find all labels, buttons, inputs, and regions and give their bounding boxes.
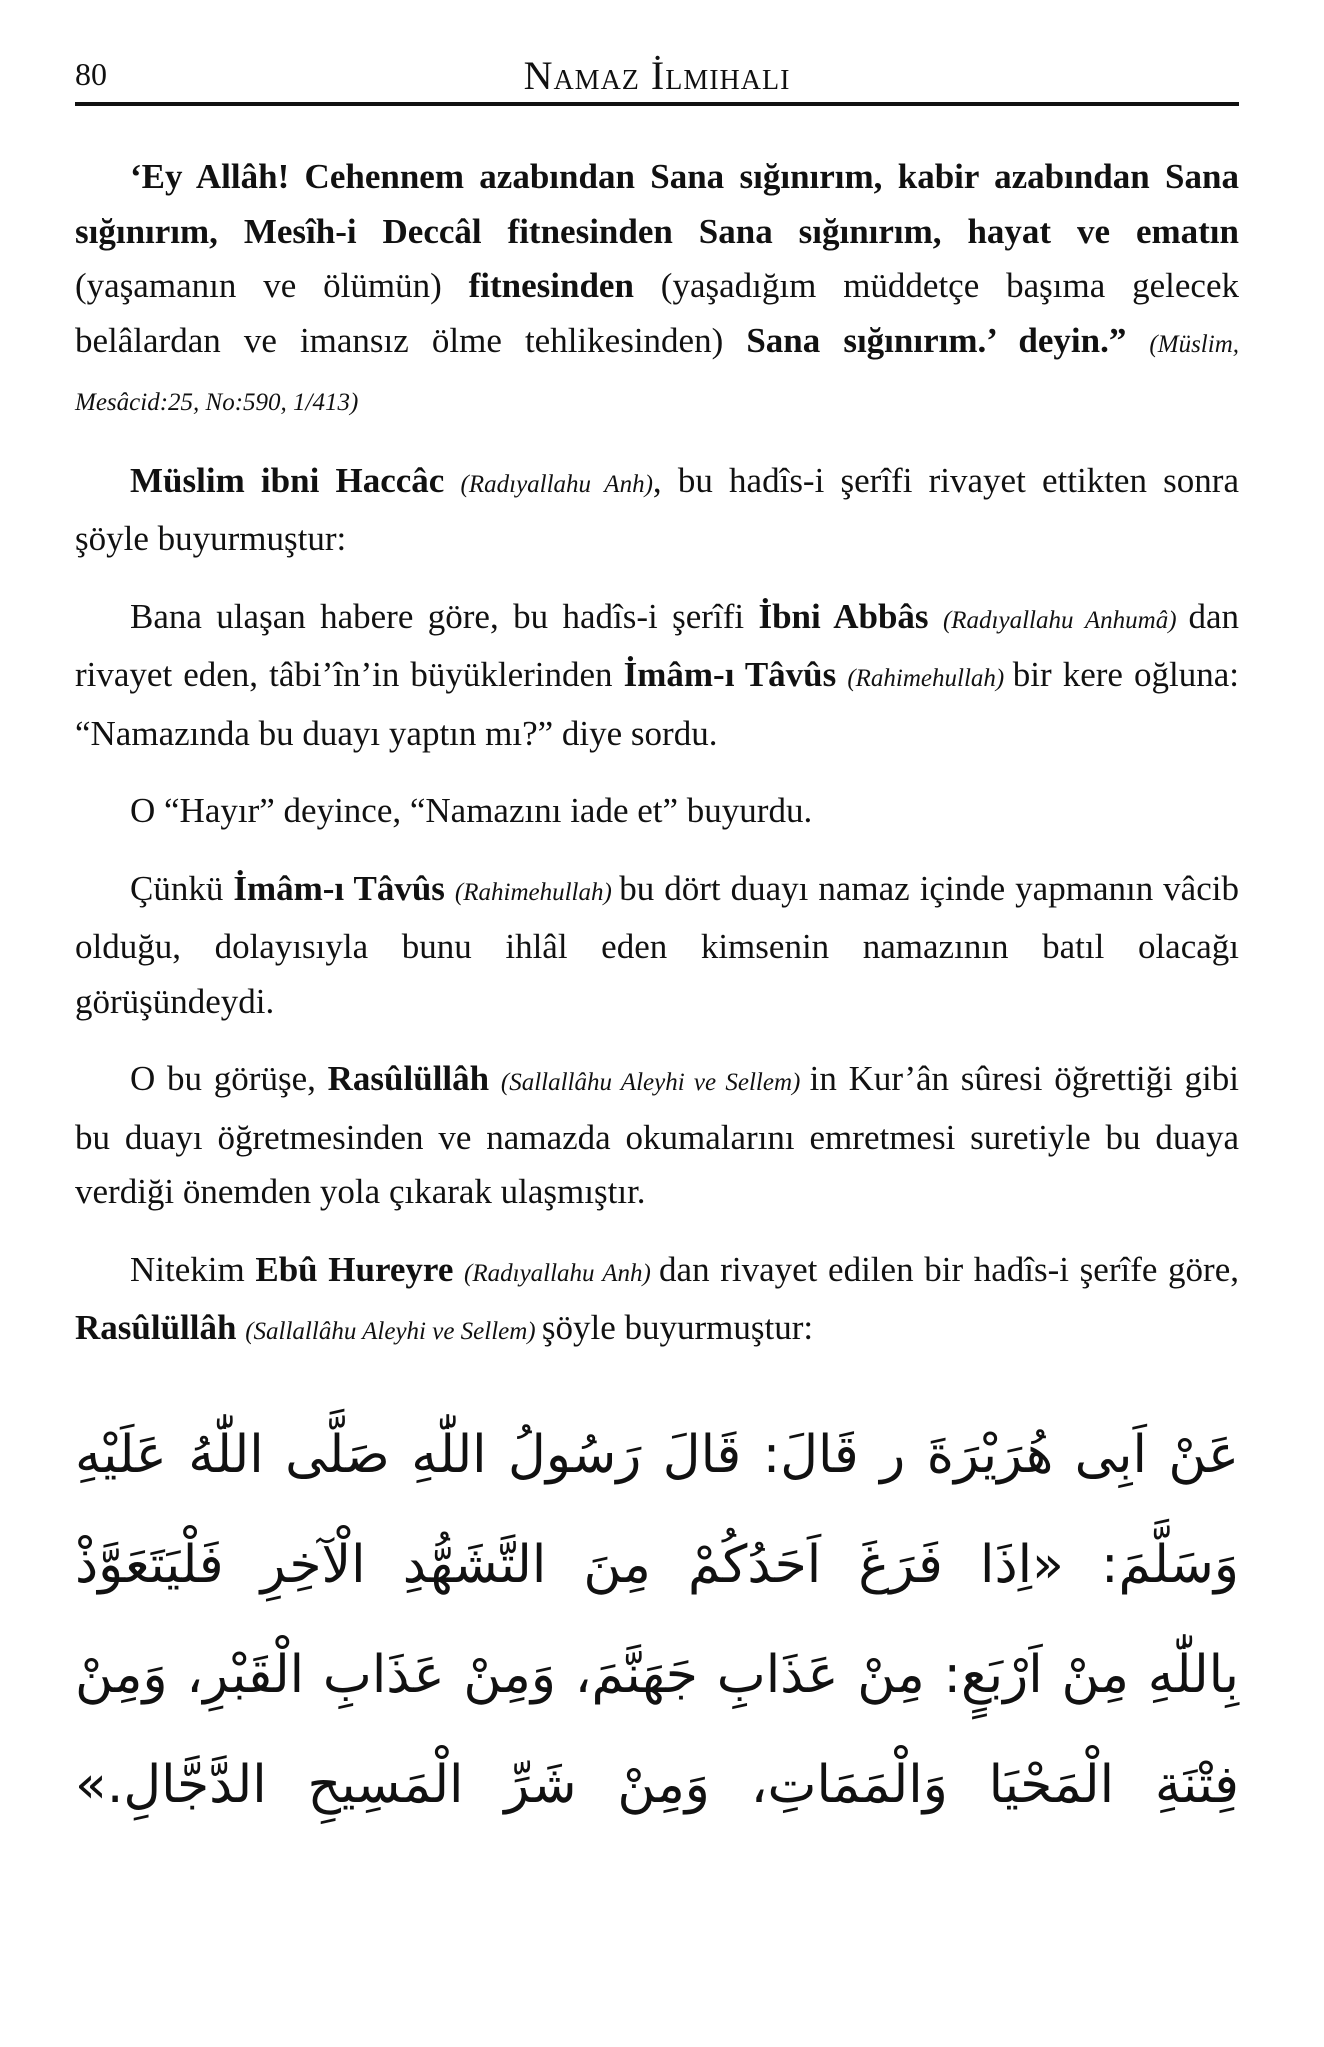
- text-run: Bana ulaşan habere göre, bu hadîs-i şerîfi: [130, 596, 759, 636]
- text-run: bu dört duayı namaz içinde yapmanın vâcib olduğu, dolayısıyla bunu ihlâl eden kimsenin namazının batıl olacağı görüşündeydi.: [75, 868, 1239, 1021]
- text-run: O “Hayır” deyince, “Namazını iade et” buyurdu.: [130, 791, 813, 830]
- arabic-line: وَسَلَّمَ: «اِذَا فَرَغَ اَحَدُكُمْ مِنَ التَّشَهُّدِ الْآخِرِ فَلْيَتَعَوَّذْ: [75, 1535, 1239, 1595]
- citation-text: (Radıyallahu Anh): [464, 1259, 660, 1287]
- text-run: , bu hadîs-i şerîfi rivayet ettikten sonra şöyle buyurmuştur:: [75, 460, 1239, 558]
- emphasis-text: Rasûlüllâh: [327, 1059, 501, 1098]
- paragraph: [75, 454, 1239, 567]
- text-run: O bu görüşe,: [130, 1059, 328, 1098]
- paragraph: [75, 590, 1239, 762]
- emphasis-text: ‘Ey Allâh! Cehennem azabından Sana sığınırım, kabir azabından Sana sığınırım, Mesîh-i Deccâl fitnesinden Sana sığınırım, hayat ve ematın: [75, 157, 1239, 251]
- citation-text: (Sallallâhu Aleyhi ve Sellem): [245, 1318, 542, 1345]
- running-title: Namaz İlmihali: [523, 53, 791, 98]
- emphasis-text: Sana sığınırım.’ deyin.”: [746, 320, 1150, 360]
- arabic-line: بِاللّٰهِ مِنْ اَرْبَعٍ: مِنْ عَذَابِ جَهَنَّمَ، وَمِنْ عَذَابِ الْقَبْرِ، وَمِنْ: [75, 1645, 1239, 1705]
- text-run: dan rivayet edilen bir hadîs-i şerîfe göre,: [659, 1249, 1239, 1289]
- text-run: in Kur’ân sûresi öğrettiği gibi bu duayı öğretmesinden ve namazda okumalarını emretmesi suretiyle bu duaya verdiği önemden yola çıkarak ulaşmıştır.: [75, 1059, 1240, 1211]
- arabic-line: فِتْنَةِ الْمَحْيَا وَالْمَمَاتِ، وَمِنْ شَرِّ الْمَسِيحِ الدَّجَّالِ.»: [75, 1755, 1239, 1815]
- text-run: şöyle buyurmuştur:: [541, 1308, 814, 1347]
- citation-text: (Sallallâhu Aleyhi ve Sellem): [500, 1069, 810, 1096]
- text-run: Çünkü: [130, 868, 234, 908]
- citation-text: (Rahimehullah): [454, 878, 620, 906]
- paragraph: [75, 1052, 1239, 1220]
- emphasis-text: fitnesinden: [468, 266, 661, 305]
- emphasis-text: İbni Abbâs: [758, 596, 943, 636]
- citation-text: (Müslim, Mesâcid:25, No:590, 1/413): [75, 330, 1239, 416]
- emphasis-text: İmâm-ı Tâvûs: [623, 655, 848, 694]
- body-text: [75, 150, 1239, 1383]
- arabic-line: عَنْ اَبِى هُرَيْرَةَ ر قَالَ: قَالَ رَسُولُ اللّٰهِ صَلَّى اللّٰهُ عَلَيْهِ: [75, 1425, 1239, 1485]
- citation-text: (Radıyallahu Anh): [460, 470, 653, 498]
- text-run: Nitekim: [130, 1249, 256, 1289]
- paragraph: [75, 784, 1239, 839]
- emphasis-text: Müslim ibni Haccâc: [130, 460, 461, 500]
- arabic-hadith-text: [75, 1400, 1239, 1840]
- text-run: (yaşamanın ve ölümün): [75, 266, 469, 305]
- header-rule: [75, 102, 1239, 106]
- emphasis-text: Rasûlüllâh: [75, 1308, 246, 1347]
- paragraph: [75, 1243, 1239, 1360]
- paragraph: [75, 862, 1239, 1030]
- page-number: 80: [75, 56, 107, 92]
- paragraph: [75, 150, 1239, 431]
- emphasis-text: İmâm-ı Tâvûs: [233, 868, 455, 908]
- citation-text: (Radıyallahu Anhumâ): [942, 606, 1189, 634]
- citation-text: (Rahimehullah): [847, 665, 1013, 692]
- running-header: [75, 52, 1239, 102]
- emphasis-text: Ebû Hureyre: [255, 1249, 465, 1289]
- text-run: (yaşadığım müddetçe başıma gelecek belâlardan ve imansız ölme tehlikesinden): [75, 266, 1239, 360]
- text-run: dan rivayet eden, tâbi’în’in büyüklerinden: [75, 596, 1240, 694]
- text-run: bir kere oğluna: “Namazında bu duayı yaptın mı?” diye sordu.: [75, 655, 1239, 753]
